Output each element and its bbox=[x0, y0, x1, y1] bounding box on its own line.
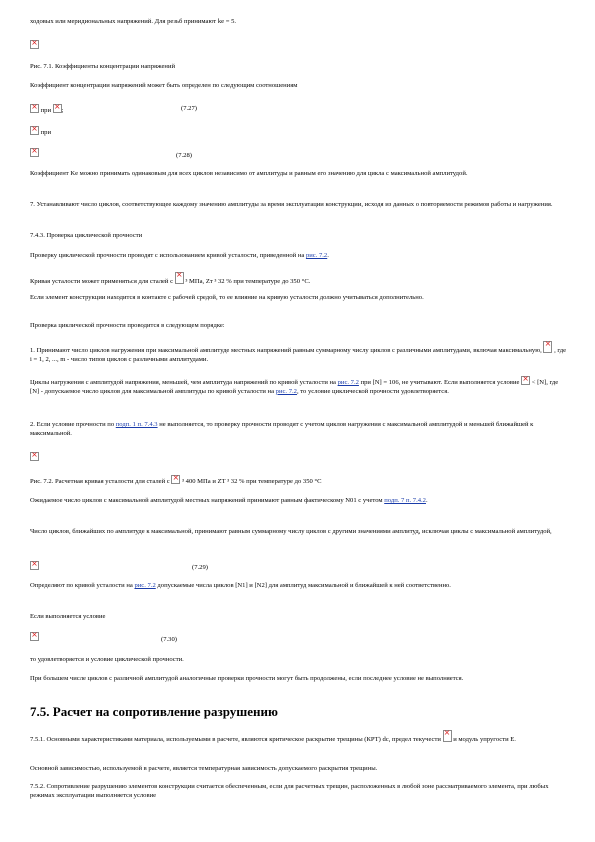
link-subitem-7-4-2[interactable]: подп. 7 п. 7.4.2 bbox=[384, 497, 426, 504]
equation-number: (7.29) bbox=[192, 564, 208, 571]
text-paragraph bbox=[30, 730, 568, 745]
text-run: ³ МПа, Zт ³ 32 % при температуре до 350 °С. bbox=[185, 278, 311, 285]
link-fig-7-2[interactable]: рис. 7.2 bbox=[337, 379, 359, 386]
text-run: при [N] = 106, не учитывают. Если выполняется условие bbox=[360, 379, 520, 386]
text-paragraph: Коэффициент концентрации напряжений может быть определен по следующим соотношениям bbox=[30, 82, 298, 89]
text-paragraph: При большем числе циклов с различной амплитудой аналогичные проверки прочности могут быть продолжены, если последнее условие не выполняется. bbox=[30, 675, 464, 682]
text-run: 7.5.1. Основными характеристиками материала, используемыми в расчете, являются критическое раскрытие трещины (КРТ) dс, предел текучести bbox=[30, 736, 441, 743]
broken-image-icon bbox=[53, 104, 62, 113]
text-paragraph bbox=[30, 582, 568, 591]
text-run: Циклы нагружения с амплитудой напряжения, меньшей, чем амплитуда напряжений по кривой усталости на bbox=[30, 379, 336, 386]
section-title: 7.5. Расчет на сопротивление разрушению bbox=[30, 704, 278, 719]
text-run: Ожидаемое число циклов с максимальной амплитудой местных напряжений принимают равным фактическому N01 с учетом bbox=[30, 497, 383, 504]
figure-7-1-image bbox=[30, 40, 39, 52]
text-run: Определяют по кривой усталости на bbox=[30, 582, 133, 589]
text-run: < [N], где [N] - допускаемое число циклов для максимальной амплитуды по кривой усталости на bbox=[30, 379, 559, 395]
text-run: . bbox=[327, 252, 329, 259]
text-run: Рис. 7.2. Расчетная кривая усталости для сталей с bbox=[30, 478, 170, 485]
link-fig-7-2[interactable]: рис. 7.2 bbox=[305, 252, 328, 259]
figure-7-1-caption: Рис. 7.1. Коэффициенты концентрации напряжений bbox=[30, 63, 176, 70]
text-run: , то условие циклической прочности удовлетворяется. bbox=[296, 387, 449, 395]
text-run: . bbox=[425, 497, 428, 504]
text-paragraph: Если элемент конструкции находится в контакте с рабочей средой, то ее влияние на кривую усталости должно учитываться дополнительно. bbox=[30, 294, 424, 301]
text-paragraph: то удовлетворяется и условие циклической прочности. bbox=[30, 656, 184, 663]
equation-7-30 bbox=[30, 632, 39, 644]
text-paragraph bbox=[30, 376, 568, 396]
broken-image-icon bbox=[543, 341, 552, 353]
equation-number: (7.27) bbox=[181, 105, 197, 112]
broken-image-icon bbox=[30, 126, 39, 135]
text-paragraph: Проверка циклической прочности проводится в следующем порядке: bbox=[30, 322, 225, 329]
link-fig-7-2[interactable]: рис. 7.2 bbox=[275, 387, 297, 395]
text-run: допускаемые числа циклов [N1] и [N2] для амплитуд максимальной и ближайшей к ней соответственно. bbox=[157, 582, 451, 589]
equation-7-28 bbox=[30, 148, 39, 160]
text-paragraph: Основной зависимостью, используемой в расчете, является температурная зависимость допускаемого раскрытия трещины. bbox=[30, 765, 378, 772]
broken-image-icon bbox=[171, 475, 180, 484]
text-paragraph: Коэффициент Ke можно принимать одинаковым для всех циклов независимо от амплитуды и равным его значению для цикла с максимальной амплитудой. bbox=[30, 170, 468, 177]
text-paragraph: Число циклов, ближайших по амплитуде к максимальной, принимают равным суммарному числу циклов с другими значениями амплитуд, исключая циклы с максимальной амплитудой, bbox=[30, 528, 552, 535]
list-item bbox=[30, 421, 568, 438]
list-item bbox=[30, 341, 568, 364]
link-subitem-7-4-3[interactable]: подп. 1 п. 7.4.3 bbox=[115, 421, 158, 428]
equation-word: при bbox=[40, 129, 52, 136]
figure-7-2-caption bbox=[30, 475, 321, 487]
equation-number: (7.28) bbox=[176, 152, 192, 159]
text-run: 1. Принимают число циклов нагружения при максимальной амплитуде местных напряжений равным суммарному числу циклов с различными амплитудами, включая максимальную, bbox=[30, 347, 542, 354]
text-paragraph bbox=[30, 252, 329, 261]
equation-7-27: × при × ; bbox=[30, 104, 64, 116]
text-run: , где i = 1, 2, ..., m - число типов циклов с различными амплитудами. bbox=[30, 347, 567, 363]
broken-image-icon bbox=[175, 272, 184, 284]
equation-word: при bbox=[40, 107, 52, 114]
broken-image-icon bbox=[30, 104, 39, 113]
text-run: Проверку циклической прочности проводят с использованием кривой усталости, приведенной на bbox=[30, 252, 305, 259]
text-paragraph bbox=[30, 497, 568, 506]
broken-image-icon bbox=[30, 561, 39, 570]
equation-7-29 bbox=[30, 561, 39, 573]
text-paragraph: 7.5.2. Сопротивление разрушению элементов конструкции считается обеспеченным, если для расчетных трещин, расположенных в любой зоне рассматриваемого элемента, при любых режимах эксплуатации выполняется условие bbox=[30, 783, 549, 799]
text-run: и модуль упругости E. bbox=[453, 736, 516, 743]
text-paragraph: Если выполняется условие bbox=[30, 613, 106, 620]
link-fig-7-2[interactable]: рис. 7.2 bbox=[134, 582, 156, 589]
broken-image-icon bbox=[443, 730, 452, 742]
broken-image-icon bbox=[30, 452, 39, 461]
text-run: Кривая усталости может применяться для сталей с bbox=[30, 278, 174, 285]
text-run: ³ 400 МПа и ZT ³ 32 % при температуре до 350 °С bbox=[182, 478, 322, 485]
equation-number: (7.30) bbox=[161, 636, 177, 643]
broken-image-icon bbox=[30, 148, 39, 157]
text-paragraph: 7. Устанавливают число циклов, соответствующее каждому значению амплитуды за время эксплуатации конструкции, исходя из данных о повторяемости режимов работы и нагружения. bbox=[30, 201, 553, 208]
subsection-heading: 7.4.3. Проверка циклической прочности bbox=[30, 232, 143, 239]
broken-image-icon bbox=[30, 632, 39, 641]
text-run: 2. Если условие прочности по bbox=[30, 421, 115, 428]
text-paragraph: ходовых или меридиональных напряжений. Для резьб принимают ke = 5. bbox=[30, 18, 237, 25]
broken-image-icon bbox=[521, 376, 530, 385]
equation-7-27-cont bbox=[30, 126, 51, 138]
figure-7-2-image bbox=[30, 452, 39, 464]
text-paragraph bbox=[30, 272, 310, 287]
text-run: не выполняется, то проверку прочности проводят с учетом циклов нагружения с максимальной амплитудой и меньшей ближайшей к максимальной. bbox=[30, 421, 534, 437]
broken-image-icon bbox=[30, 40, 39, 49]
